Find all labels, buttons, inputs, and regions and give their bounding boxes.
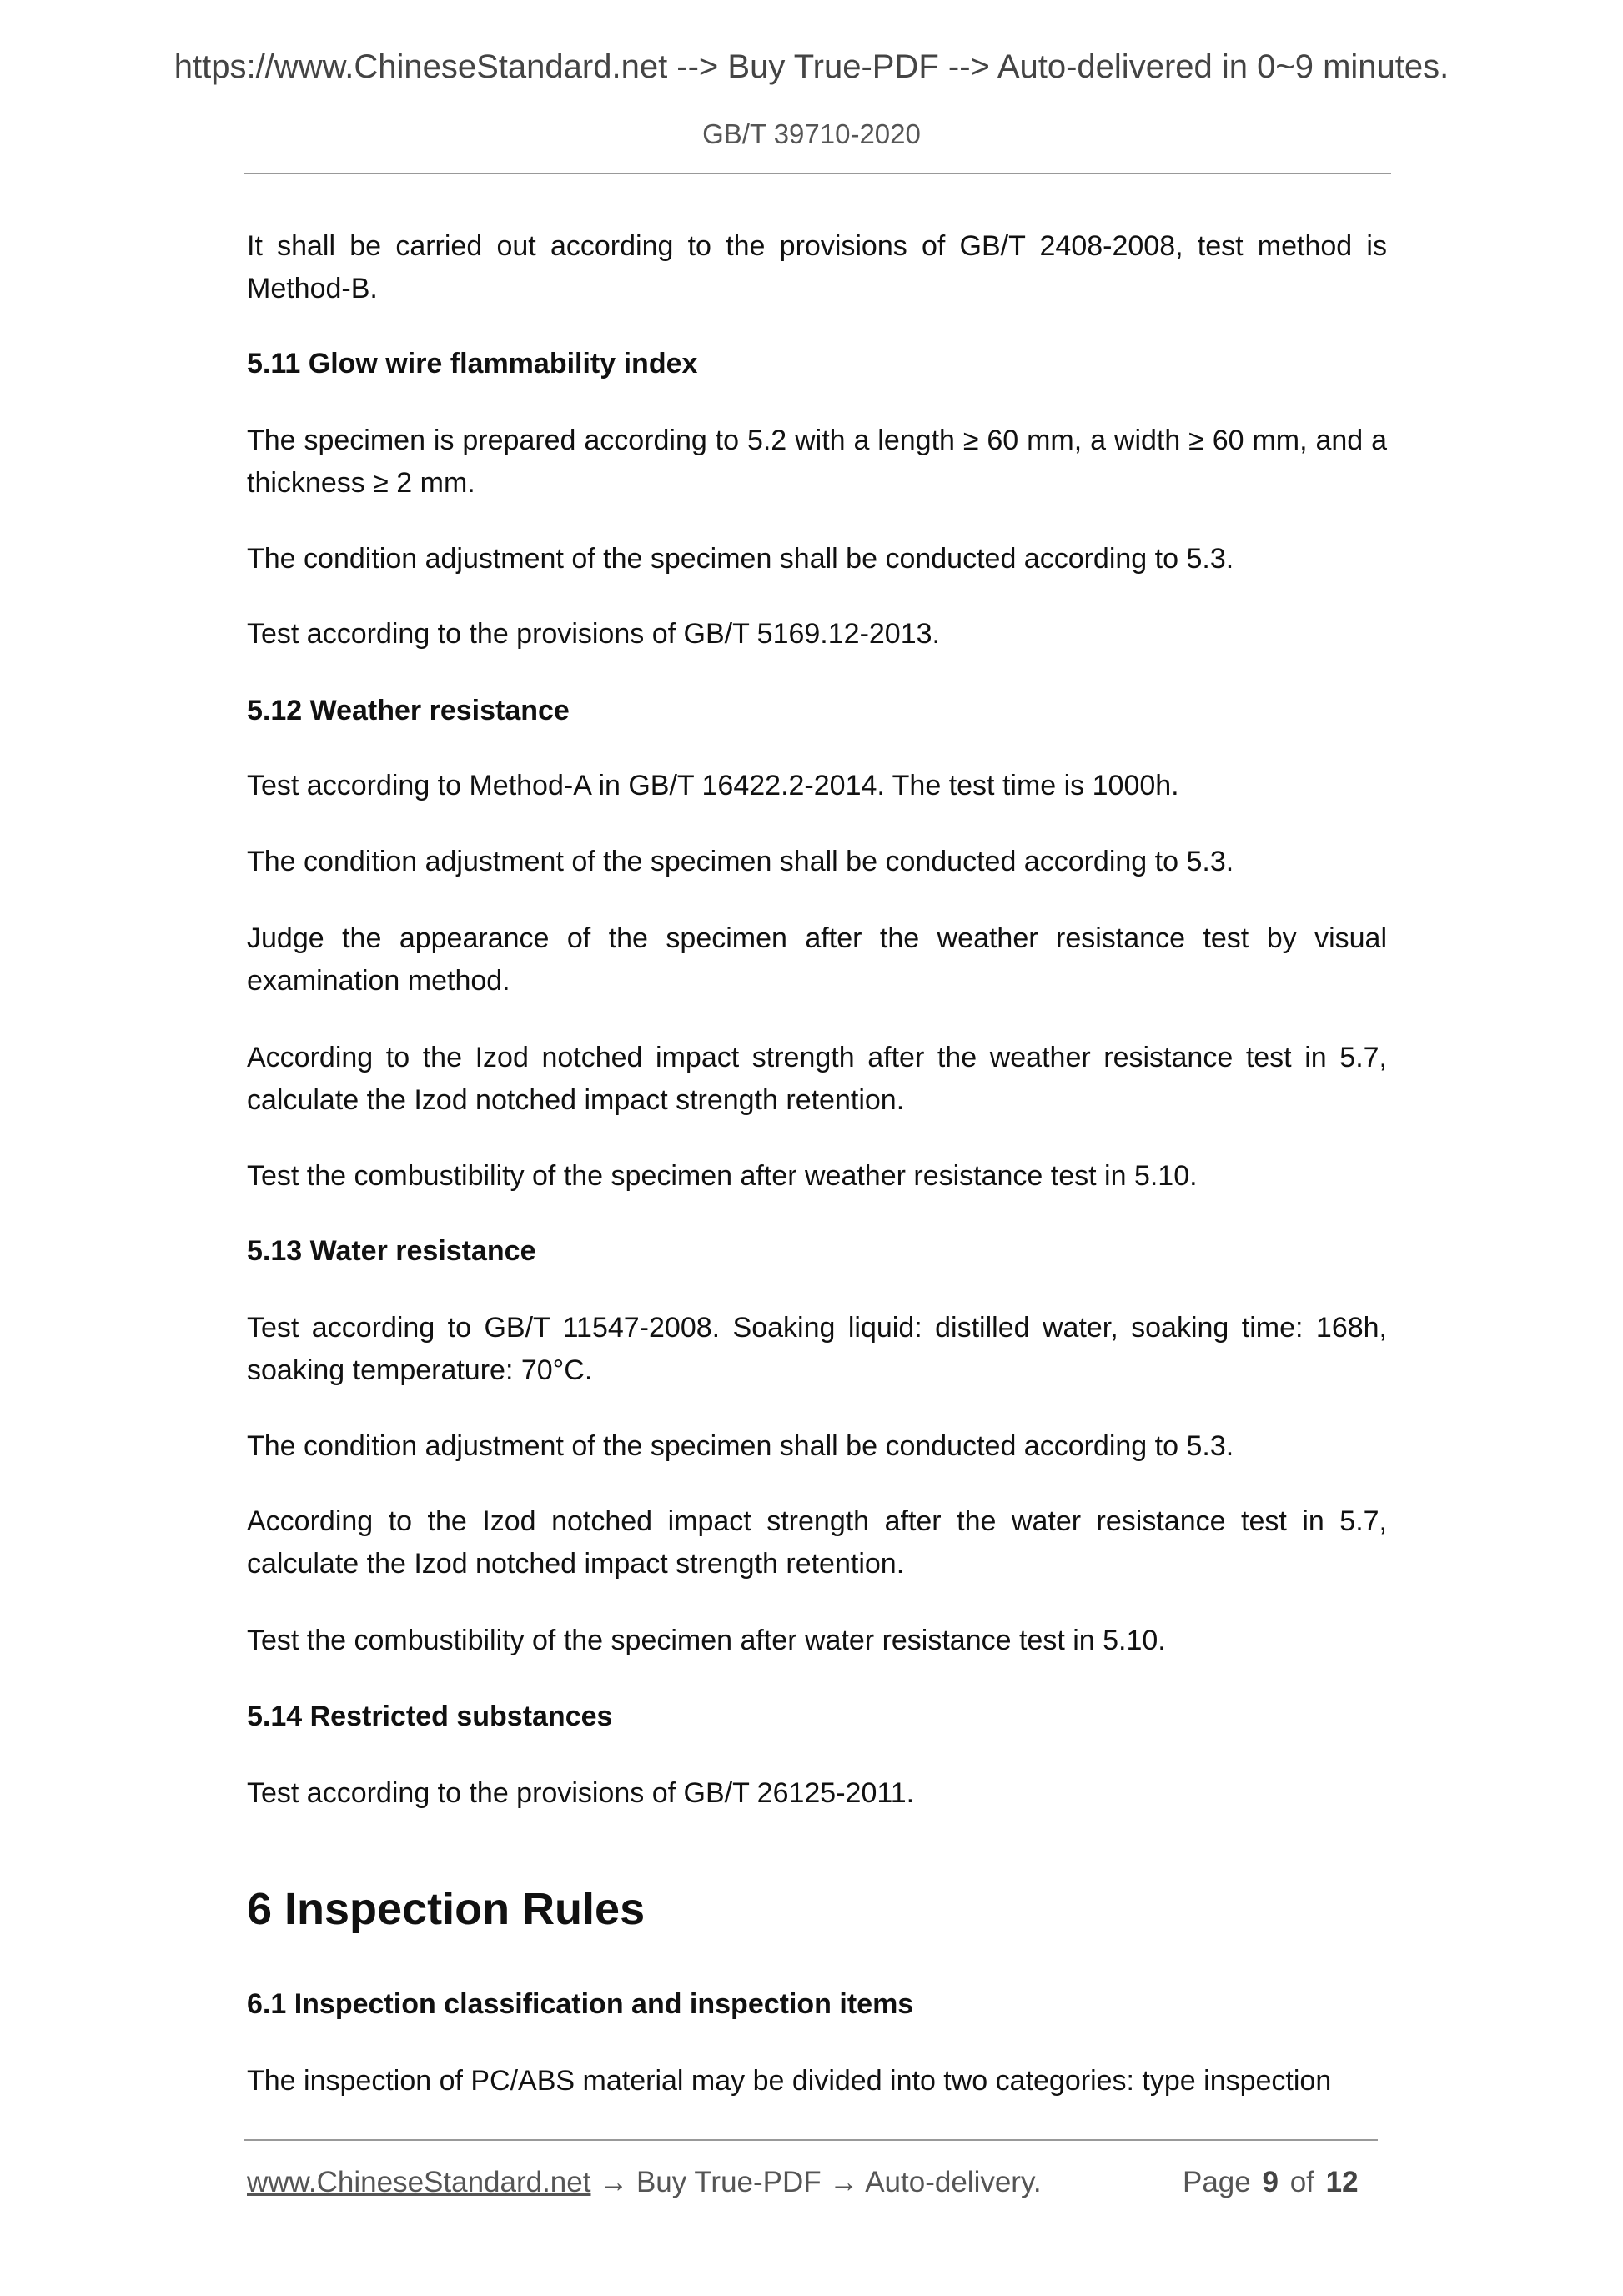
page-number	[1183, 2163, 1359, 2202]
header-banner: https://www.ChineseStandard.net --> Buy True-PDF --> Auto-delivered in 0~9 minutes.	[173, 48, 1450, 85]
footer-buy-text: Buy True-PDF	[636, 2166, 822, 2198]
paragraph: The condition adjustment of the specimen shall be conducted according to 5.3.	[247, 543, 1234, 575]
paragraph: The inspection of PC/ABS material may be divided into two categories: type inspection	[247, 2065, 1332, 2097]
section-heading-6-1: 6.1 Inspection classification and inspection items	[247, 1988, 914, 2020]
paragraph: Judge the appearance of the specimen after the weather resistance test by visual examination method.	[247, 922, 1387, 997]
footer-site-link[interactable]: www.ChineseStandard.net	[247, 2166, 591, 2198]
chapter-heading-6: 6 Inspection Rules	[247, 1884, 646, 1934]
standard-code: GB/T 39710-2020	[702, 118, 921, 149]
paragraph: According to the Izod notched impact strength after the weather resistance test in 5.7, calculate the Izod notched impact strength retention.	[247, 1042, 1387, 1116]
page-total: 12	[1325, 2166, 1359, 2198]
paragraph: Test according to GB/T 11547-2008. Soaking liquid: distilled water, soaking time: 168h, soaking temperature: 70°C.	[247, 1312, 1387, 1386]
section-heading-5-11: 5.11 Glow wire flammability index	[247, 348, 698, 379]
paragraph: Test according to the provisions of GB/T 5169.12-2013.	[247, 618, 940, 650]
paragraph: According to the Izod notched impact strength after the water resistance test in 5.7, calculate the Izod notched impact strength retention.	[247, 1505, 1387, 1580]
footer-promo	[247, 2163, 1042, 2202]
paragraph: Test the combustibility of the specimen after weather resistance test in 5.10.	[247, 1160, 1198, 1192]
paragraph: Test the combustibility of the specimen after water resistance test in 5.10.	[247, 1625, 1166, 1656]
paragraph: Test according to Method-A in GB/T 16422.2-2014. The test time is 1000h.	[247, 770, 1179, 801]
section-heading-5-12: 5.12 Weather resistance	[247, 695, 570, 726]
header-divider	[244, 173, 1391, 174]
footer-divider	[244, 2139, 1378, 2141]
paragraph: The specimen is prepared according to 5.2 with a length ≥ 60 mm, a width ≥ 60 mm, and a thickness ≥ 2 mm.	[247, 425, 1387, 499]
page-current: 9	[1262, 2166, 1279, 2198]
section-heading-5-13: 5.13 Water resistance	[247, 1235, 536, 1267]
page-label: Page	[1183, 2166, 1251, 2198]
arrow-right-icon: →	[599, 2166, 629, 2198]
arrow-right-icon: →	[829, 2166, 859, 2198]
paragraph: The condition adjustment of the specimen shall be conducted according to 5.3.	[247, 846, 1234, 877]
paragraph: Test according to the provisions of GB/T 26125-2011.	[247, 1777, 915, 1809]
paragraph: The condition adjustment of the specimen shall be conducted according to 5.3.	[247, 1430, 1234, 1462]
paragraph: It shall be carried out according to the provisions of GB/T 2408-2008, test method is Method-B.	[247, 230, 1387, 304]
of-label: of	[1289, 2166, 1314, 2198]
footer-delivery-text: Auto-delivery.	[865, 2166, 1042, 2198]
section-heading-5-14: 5.14 Restricted substances	[247, 1701, 613, 1732]
